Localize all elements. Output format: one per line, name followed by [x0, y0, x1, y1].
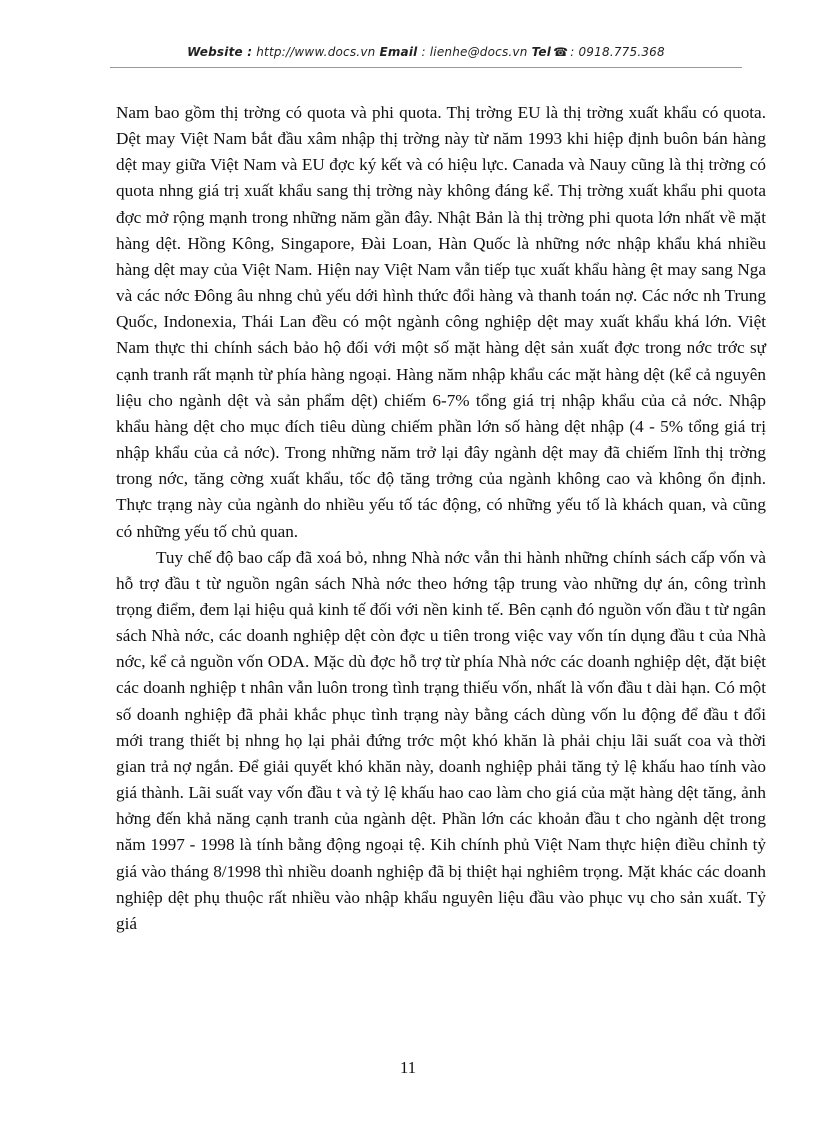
telephone-icon: ☎ — [553, 45, 569, 59]
page-number: 11 — [399, 1058, 417, 1077]
header-divider — [110, 67, 742, 68]
paragraph-1: Nam bao gồm thị trờng có quota và phi quota. Thị trờng EU là thị trờng xuất khẩu có quota. Dệt may Việt Nam bắt đầu xâm nhập thị trờng này từ năm 1993 khi hiệp định buôn bán hàng dệt may giữa Việt Nam và EU đợc ký kết và có hiệu lực. Canada và Nauy cũng là thị trờng có quota nhng giá trị xuất khẩu sang thị trờng này không đáng kể. Thị trờng xuất khẩu phi quota đợc mở rộng mạnh trong những năm gần đây. Nhật Bản là thị trờng phi quota lớn nhất về mặt hàng dệt. Hồng Kông, Singapore, Đài Loan, Hàn Quốc là những nớc nhập khẩu khá nhiều hàng dệt may của Việt Nam. Hiện nay Việt Nam vẫn tiếp tục xuất khẩu hàng ệt may sang Nga và các nớc Đông âu nhng chủ yếu dới hình thức đổi hàng và thanh toán nợ. Các nớc nh Trung Quốc, Indonexia, Thái Lan đều có một ngành công nghiệp dệt may xuất khẩu khá lớn. Việt Nam thực thi chính sách bảo hộ đối với một số mặt hàng dệt sản xuất đợc trong nớc trớc sự cạnh tranh rất mạnh từ phía hàng ngoại. Hàng năm nhập khẩu các mặt hàng dệt (kể cả nguyên liệu cho ngành dệt và sản phẩm dệt) chiếm 6-7% tổng giá trị nhập khẩu của cả nớc. Nhập khẩu hàng dệt cho mục đích tiêu dùng chiếm phần lớn số hàng dệt nhập (4 - 5% tổng giá trị nhập khẩu của cả nớc). Trong những năm trở lại đây ngành dệt may đã chiếm lĩnh thị trờng trong nớc, tăng cờng xuất khẩu, tốc độ tăng trởng của ngành không cao và không ổn định. Thực trạng này của ngành do nhiều yếu tố tác động, có những yếu tố là khách quan, và cũng có những yếu tố chủ quan. — [116, 103, 766, 541]
tel-label: Tel — [531, 45, 552, 59]
phone-number: : 0918.775.368 — [570, 45, 665, 59]
body-text — [116, 100, 766, 937]
site-header — [110, 45, 742, 59]
paragraph-2: Tuy chế độ bao cấp đã xoá bỏ, nhng Nhà nớc vẫn thi hành những chính sách cấp vốn và hỗ trợ đầu t từ nguồn ngân sách Nhà nớc theo hớng tập trung vào những dự án, công trình trọng điểm, đem lại hiệu quả kinh tế đối với nền kinh tế. Bên cạnh đó nguồn vốn đầu t từ ngân sách Nhà nớc, các doanh nghiệp dệt còn đợc u tiên trong việc vay vốn tín dụng đầu t của Nhà nớc, kể cả nguồn vốn ODA. Mặc dù đợc hỗ trợ từ phía Nhà nớc các doanh nghiệp dệt, đặt biệt các doanh nghiệp t nhân vẫn luôn trong tình trạng thiếu vốn, nhất là vốn đầu t dài hạn. Có một số doanh nghiệp đã phải khắc phục tình trạng này bằng cách dùng vốn lu động để đầu t đổi mới trang thiết bị nhng họ lại phải đứng trớc một khó khăn là phải chịu lãi suất coa và thời gian trả nợ ngắn. Để giải quyết khó khăn này, doanh nghiệp phải tăng tỷ lệ khấu hao tính vào giá thành. Lãi suất vay vốn đầu t và tỷ lệ khấu hao cao làm cho giá của mặt hàng dệt tăng, ảnh hởng đến khả năng cạnh tranh của ngành dệt. Phần lớn các khoản đầu t cho ngành dệt trong năm 1997 - 1998 là tính bằng động ngoại tệ. Kih chính phủ Việt Nam thực hiện điều chỉnh tỷ giá vào tháng 8/1998 thì nhiều doanh nghiệp đã bị thiệt hại nghiêm trọng. Mặt khác các doanh nghiệp dệt phụ thuộc rất nhiều vào nhập khẩu nguyên liệu đầu vào phục vụ cho sản xuất. Tỷ giá — [116, 547, 766, 933]
website-label: Website : — [187, 45, 253, 59]
email-address[interactable]: : lienhe@docs.vn — [421, 45, 528, 59]
email-label: Email — [379, 45, 418, 59]
website-url[interactable]: http://www.docs.vn — [256, 45, 376, 59]
